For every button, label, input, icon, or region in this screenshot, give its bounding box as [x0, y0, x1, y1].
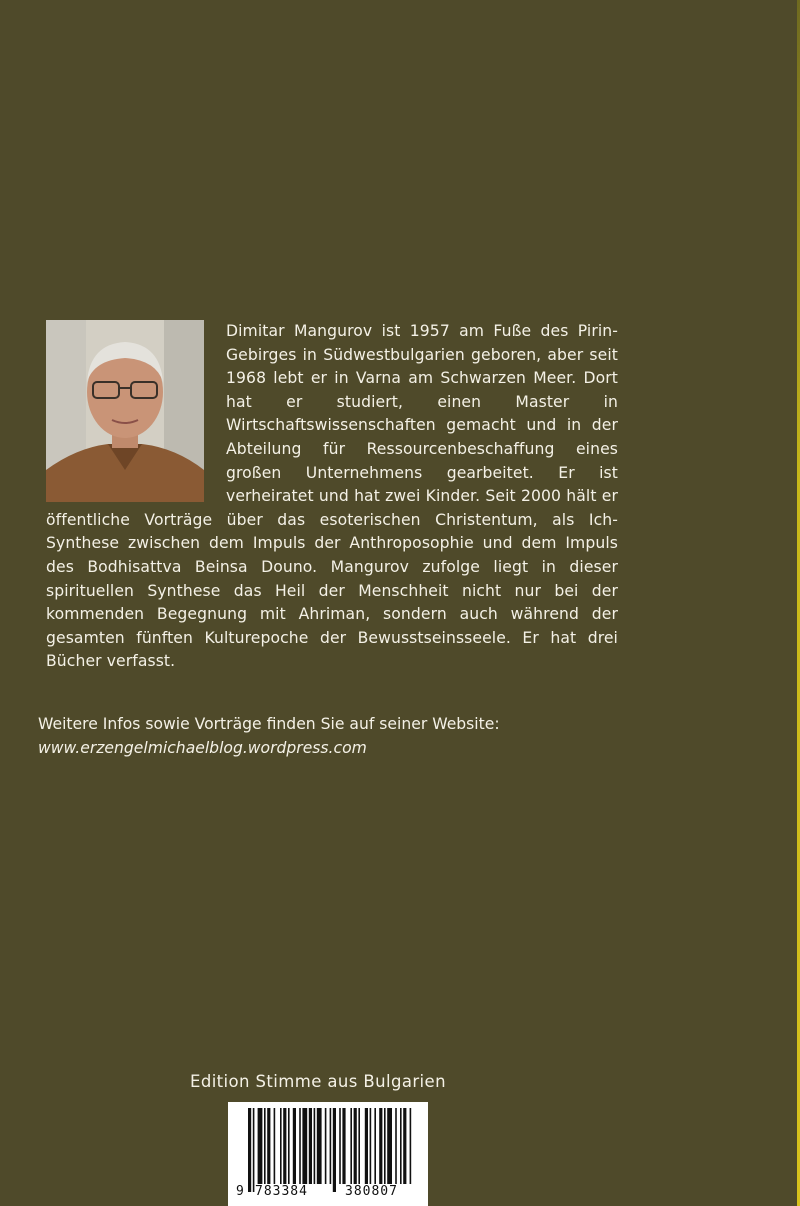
isbn-first-digit: 9: [236, 1184, 244, 1199]
barcode-bar: [387, 1108, 392, 1184]
isbn-digits: [228, 1184, 428, 1204]
barcode-bar: [403, 1108, 406, 1184]
barcode-bar: [379, 1108, 382, 1184]
barcode-bar: [314, 1108, 316, 1184]
barcode-bar: [258, 1108, 263, 1184]
barcode-bar: [330, 1108, 332, 1184]
barcode-bar: [354, 1108, 357, 1184]
isbn-group-1: 783384: [255, 1184, 308, 1199]
barcode-bar: [302, 1108, 307, 1184]
barcode-bar: [317, 1108, 322, 1184]
barcode-bar: [253, 1108, 255, 1192]
bio-text: Dimitar Mangurov ist 1957 am Fuße des Pirin-Gebirges in Südwestbulgarien geboren, aber seit 1968 lebt er in Varna am Schwarzen Meer. Dort hat er studiert, einen Master in Wirtschaftswissenschaften gemacht und in der Abteilung für Ressourcenbeschaffung eines großen Unternehmens gearbeitet. Er ist verheiratet und hat zwei Kinder. Seit 2000 hält er öffentliche Vorträge über das esoterischen Christentum, als Ich-Synthese zwischen dem Impuls der Anthroposophie und dem Impuls des Bodhisattva Beinsa Douno. Mangurov zufolge liegt in dieser spirituellen Synthese das Heil der Menschheit nicht nur bei der kommenden Begegnung mit Ahriman, sondern auch während der gesamten fünften Kulturepoche der Bewusstseinsseele. Er hat drei Bücher verfasst.: [46, 322, 618, 671]
barcode-bar: [374, 1108, 376, 1184]
barcode-bar: [358, 1108, 360, 1184]
barcode-bar: [274, 1108, 276, 1184]
barcode-bar: [264, 1108, 266, 1184]
barcode-bar: [342, 1108, 345, 1184]
author-bio: [46, 320, 618, 674]
barcode-bar: [339, 1108, 341, 1184]
more-info: [38, 712, 638, 760]
barcode-bar: [333, 1108, 336, 1192]
website-link[interactable]: www.erzengelmichaelblog.wordpress.com: [38, 739, 367, 757]
barcode-bar: [395, 1108, 397, 1184]
isbn-group-2: 380807: [345, 1184, 398, 1199]
author-photo: [46, 320, 204, 502]
barcode-bar: [280, 1108, 282, 1184]
barcode-bar: [283, 1108, 286, 1184]
barcode-bar: [350, 1108, 352, 1184]
isbn-barcode: [228, 1102, 428, 1206]
barcode-bar: [410, 1108, 412, 1184]
barcode-bar: [384, 1108, 386, 1184]
more-info-text: Weitere Infos sowie Vorträge finden Sie auf seiner Website:: [38, 715, 500, 733]
barcode-bar: [293, 1108, 296, 1184]
barcode-bar: [299, 1108, 301, 1184]
publisher-name: Edition Stimme aus Bulgarien: [190, 1072, 446, 1091]
barcode-bar: [288, 1108, 290, 1184]
barcode-bar: [267, 1108, 270, 1184]
barcode-bar: [370, 1108, 372, 1184]
barcode-bar: [309, 1108, 312, 1184]
barcode-bar: [248, 1108, 251, 1192]
barcode-bar: [400, 1108, 402, 1184]
barcode-bar: [365, 1108, 368, 1184]
barcode-bar: [325, 1108, 327, 1184]
